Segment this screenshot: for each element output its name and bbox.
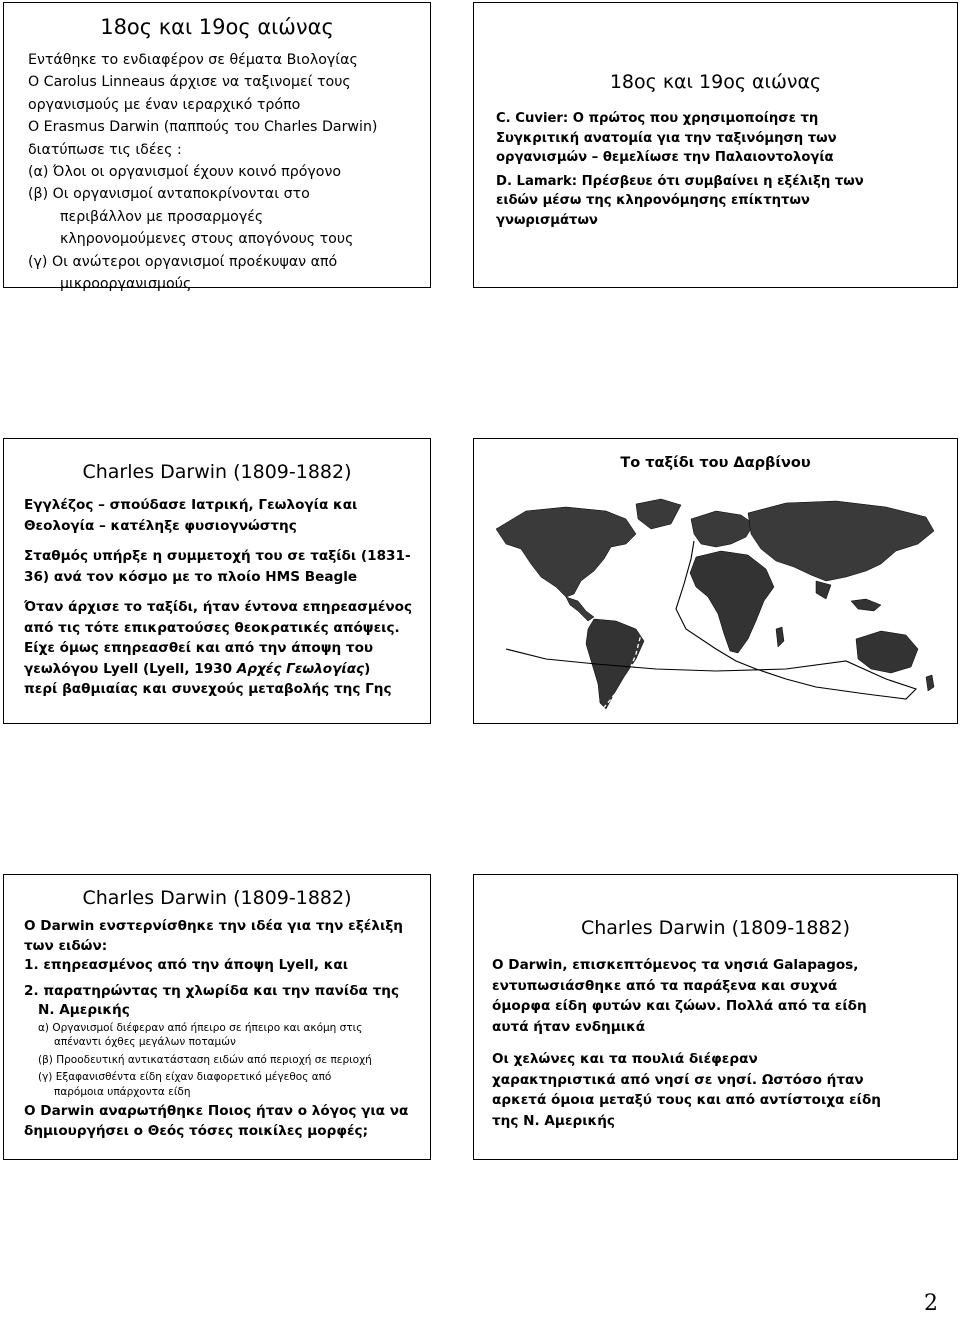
slide-text-line: των ειδών: <box>24 937 108 954</box>
slide-body <box>496 109 864 231</box>
slide-text-line: (β) Προοδευτική αντικατάσταση ειδών από περιοχή σε περιοχή <box>38 1053 372 1066</box>
slide-text-line: ειδών μέσω της κληρονόμησης επίκτητων <box>496 193 810 209</box>
slide-2 <box>473 2 958 288</box>
slide-text-line: α) Οργανισμοί διέφεραν από ήπειρο σε ήπειρο και ακόμη στις <box>38 1021 363 1034</box>
slide-6 <box>473 874 958 1160</box>
slide-text-line: Είχε όμως επηρεασθεί και από την άποψη του <box>24 640 374 656</box>
slide-text-line: Θεολογία – κατέληξε φυσιογνώστης <box>24 517 297 534</box>
text-span: γεωλόγου Lyell (Lyell, 1930 <box>24 660 237 677</box>
slide-text-line: αρκετά όμοια μεταξύ τους και από αντίστοιχα είδη <box>492 1092 881 1108</box>
slide-text-line: παρόμοια υπάρχοντα είδη <box>54 1085 191 1098</box>
slide-text-line: Ν. Αμερικής <box>38 1002 130 1019</box>
slide-text-line: Όταν άρχισε το ταξίδι, ήταν έντονα επηρεασμένος <box>24 599 413 615</box>
slide-text-line: χαρακτηριστικά από νησί σε νησί. Ωστόσο ήταν <box>492 1071 864 1088</box>
slide-body <box>492 955 881 1131</box>
slide-text-line <box>24 659 412 680</box>
slide-title: Charles Darwin (1809-1882) <box>580 917 851 939</box>
slide-text-line: Ο Carolus Linneaus άρχισε να ταξινομεί τους <box>28 74 351 91</box>
slide-text-line: Εντάθηκε το ενδιαφέρον σε θέματα Βιολογίας <box>28 52 358 68</box>
slide-text-line: C. Cuvier: Ο πρώτος που χρησιμοποίησε τη <box>496 111 819 126</box>
slide-title: Το ταξίδι του Δαρβίνου <box>620 455 811 471</box>
slide-title: Charles Darwin (1809-1882) <box>82 461 352 483</box>
slide-text-line: της Ν. Αμερικής <box>492 1112 615 1129</box>
slide-body <box>28 49 377 295</box>
slide-body <box>24 495 412 700</box>
slide-5 <box>3 874 431 1160</box>
slide-text-line: 36) ανά τον κόσμο με το πλοίο HMS Beagle <box>24 568 358 585</box>
slide-text-line: μικροοργανισμούς <box>60 276 192 293</box>
slide-text-line: απέναντι όχθες μεγάλων ποταμών <box>54 1036 236 1049</box>
book-title: Αρχές Γεωλογίας <box>236 660 365 677</box>
slide-text-line: D. Lamark: Πρέσβευε ότι συμβαίνει η εξέλιξη των <box>496 173 864 189</box>
slide-title: Charles Darwin (1809-1882) <box>82 887 352 909</box>
slide-text-line: 1. επηρεασμένος από την άποψη Lyell, και <box>24 957 349 974</box>
slide-text-line: 2. παρατηρώντας τη χλωρίδα και την πανίδα της <box>24 982 400 999</box>
slide-text-line: δημιουργήσει ο Θεός τόσες ποικίλες μορφές; <box>24 1123 369 1140</box>
slide-text-line: όμορφα είδη φυτών και ζώων. Πολλά από τα είδη <box>492 998 867 1014</box>
slide-text-line: Οι χελώνες και τα πουλιά διέφεραν <box>492 1051 758 1067</box>
slide-text-line: (γ) Οι ανώτεροι οργανισμοί προέκυψαν από <box>28 253 338 270</box>
slide-text-line: (γ) Εξαφανισθέντα είδη είχαν διαφορετικό μέγεθος από <box>38 1071 332 1084</box>
page-number: 2 <box>924 1291 938 1316</box>
slide-1 <box>3 2 431 293</box>
slide-text-line: Ο Erasmus Darwin (παππούς του Charles Darwin) <box>28 119 378 136</box>
world-map-voyage-image <box>486 489 946 719</box>
slide-text-line: από τις τότε επικρατούσες θεοκρατικές απόψεις. <box>24 619 400 636</box>
slide-4 <box>473 438 958 724</box>
slide-text-line: (β) Οι οργανισμοί ανταποκρίνονται στο <box>28 186 310 203</box>
slide-text-line: Σταθμός υπήρξε η συμμετοχή του σε ταξίδι (1831- <box>24 548 411 564</box>
slide-text-line: διατύπωσε τις ιδέες : <box>28 141 182 158</box>
slide-text-line: Εγγλέζος – σπούδασε Ιατρική, Γεωλογία και <box>24 497 358 513</box>
slide-body <box>24 917 408 1142</box>
slide-text-line: Συγκριτική ανατομία για την ταξινόμηση των <box>496 130 837 146</box>
slide-text-line: Ο Darwin αναρωτήθηκε Ποιος ήταν ο λόγος για να <box>24 1103 409 1120</box>
slide-text-line: (α) Όλοι οι οργανισμοί έχουν κοινό πρόγονο <box>28 164 342 181</box>
slide-text-line: γνωρισμάτων <box>496 212 598 228</box>
slide-text-line: οργανισμούς με έναν ιεραρχικό τρόπο <box>28 96 301 113</box>
slide-text-line: Ο Darwin, επισκεπτόμενος τα νησιά Galapagos, <box>492 957 859 973</box>
slide-text-line: περιβάλλον με προσαρμογές <box>60 208 264 225</box>
slide-3 <box>3 438 431 724</box>
slide-text-line: εντυπωσιάσθηκε από τα παράξενα και συχνά <box>492 977 838 994</box>
slide-title: 18ος και 19ος αιώνας <box>609 71 822 93</box>
slide-text-line: περί βαθμιαίας και συνεχούς μεταβολής της Γης <box>24 681 392 697</box>
slide-text-line: οργανισμών – θεμελίωσε την Παλαιοντολογία <box>496 150 834 166</box>
text-span: ) <box>364 660 371 677</box>
slide-text-line: κληρονομούμενες στους απογόνους τους <box>60 231 354 248</box>
slide-text-line: Ο Darwin ενστερνίσθηκε την ιδέα για την εξέλιξη <box>24 918 403 934</box>
slide-text-line: αυτά ήταν ενδημικά <box>492 1018 646 1035</box>
slide-title: 18ος και 19ος αιώνας <box>100 15 334 39</box>
